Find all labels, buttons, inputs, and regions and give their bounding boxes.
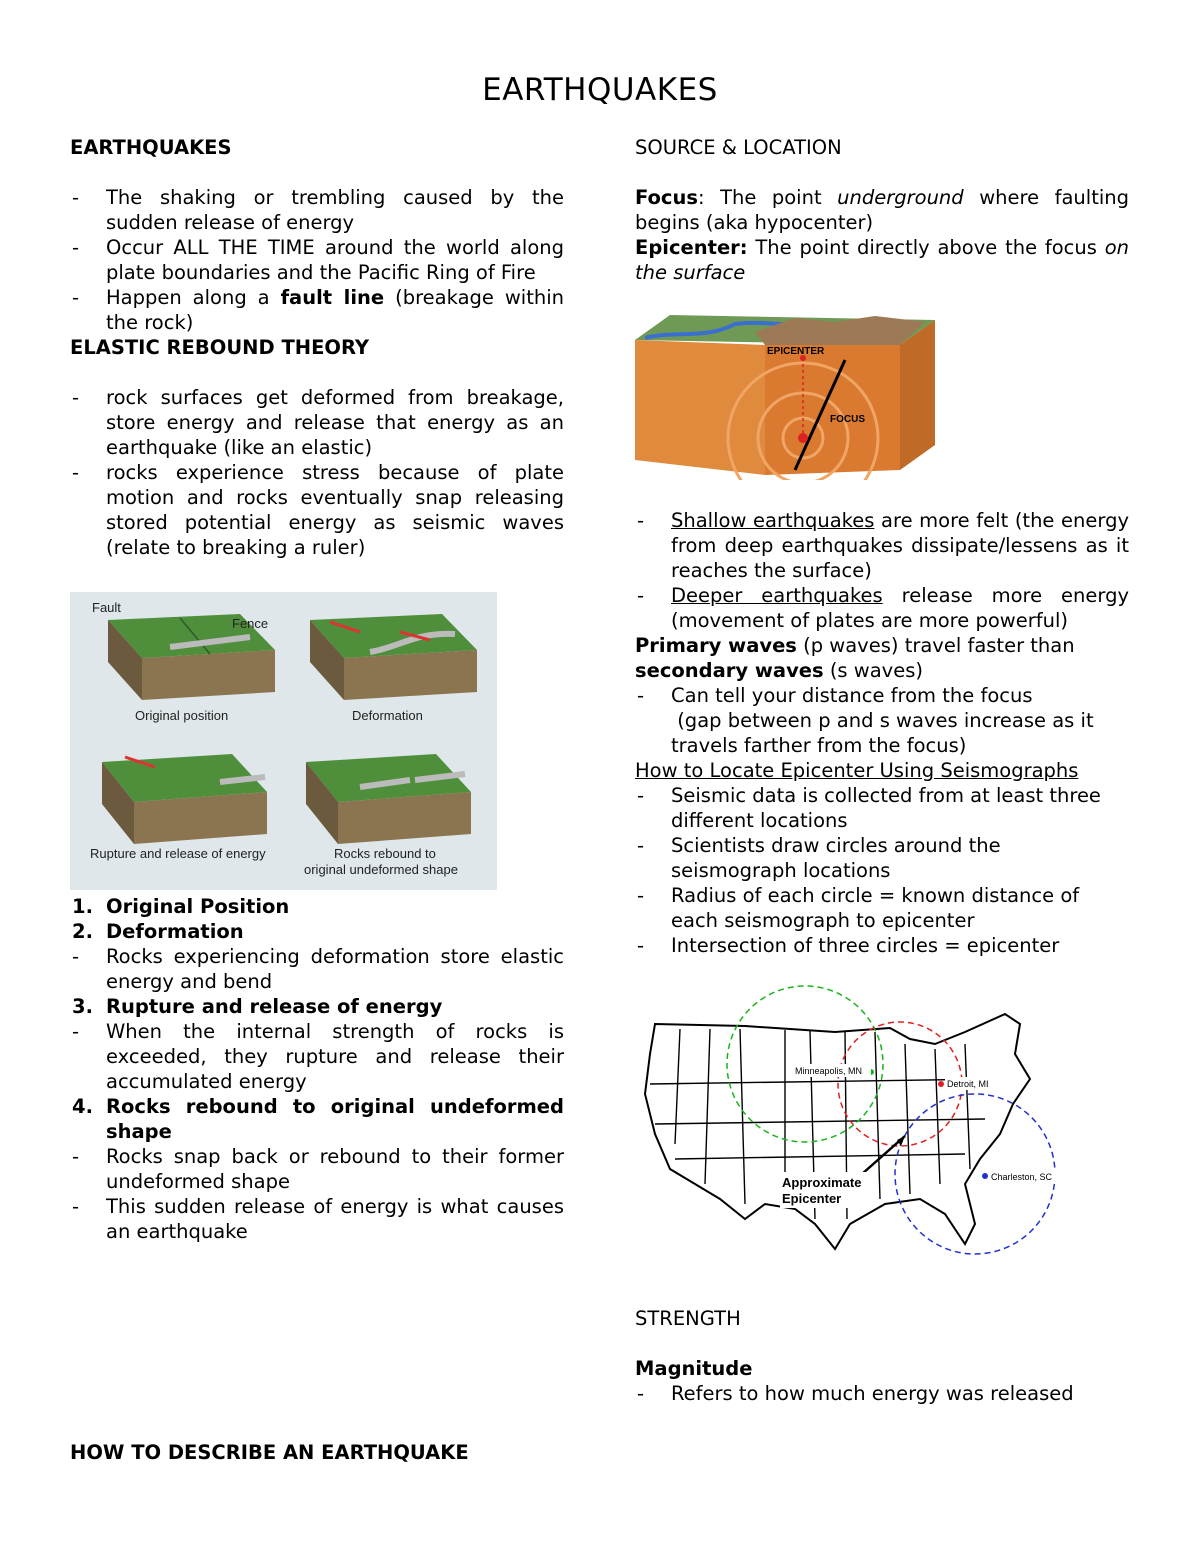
list-item: - The shaking or trembling caused by the sudden release of energy bbox=[70, 185, 564, 235]
deformation-caption: Deformation bbox=[352, 708, 423, 723]
elastic-heading: ELASTIC REBOUND THEORY bbox=[70, 336, 370, 359]
step-3-detail bbox=[70, 1019, 564, 1094]
waves-list bbox=[635, 683, 1129, 758]
detroit-label: Detroit, MI bbox=[947, 1079, 989, 1089]
step-4-detail bbox=[70, 1144, 564, 1244]
describe-heading: HOW TO DESCRIBE AN EARTHQUAKE bbox=[70, 1441, 469, 1464]
list-item: - Scientists draw circles around the seismograph locations bbox=[635, 833, 1129, 883]
list-item: - Happen along a fault line (breakage within the rock) bbox=[70, 285, 564, 335]
rebound-steps-3 bbox=[70, 994, 564, 1019]
page-title: EARTHQUAKES bbox=[482, 72, 718, 108]
list-item: - Occur ALL THE TIME around the world along plate boundaries and the Pacific Ring of Fire bbox=[70, 235, 564, 285]
list-item: - Refers to how much energy was released bbox=[635, 1381, 1129, 1406]
focus-definition: Focus: The point underground where faulting begins (aka hypocenter) bbox=[635, 186, 1130, 234]
charleston-label: Charleston, SC bbox=[991, 1172, 1053, 1182]
block-rebound bbox=[306, 754, 471, 844]
step-2-detail bbox=[70, 944, 564, 994]
list-item: - When the internal strength of rocks is exceeded, they rupture and release their accumulated energy bbox=[70, 1019, 564, 1094]
rupture-caption: Rupture and release of energy bbox=[90, 846, 266, 861]
elastic-rebound-figure bbox=[70, 592, 497, 890]
primary-waves-line: Primary waves (p waves) travel faster than bbox=[635, 634, 1075, 657]
list-item: - Deeper earthquakes release more energy (movement of plates are more powerful) bbox=[635, 583, 1129, 633]
list-item: - Intersection of three circles = epicenter bbox=[635, 933, 1129, 958]
list-item: - rocks experience stress because of plate motion and rocks eventually snap releasing stored potential energy as seismic waves (relate to breaking a ruler) bbox=[70, 460, 564, 560]
elastic-list bbox=[70, 385, 564, 560]
list-item: - Seismic data is collected from at least three different locations bbox=[635, 783, 1129, 833]
fault-label: Fault bbox=[92, 600, 121, 615]
magnitude-heading: Magnitude bbox=[635, 1357, 753, 1380]
locate-list bbox=[635, 783, 1129, 958]
epicenter-map bbox=[635, 984, 1075, 1274]
earthquakes-list bbox=[70, 185, 564, 335]
rebound-caption-line2: original undeformed shape bbox=[304, 862, 458, 877]
right-column bbox=[635, 135, 1129, 1406]
list-item: - Shallow earthquakes are more felt (the energy from deep earthquakes dissipate/lessens as it reaches the surface) bbox=[635, 508, 1129, 583]
rebound-caption-line1: Rocks rebound to bbox=[334, 846, 436, 861]
block-deformation bbox=[310, 614, 477, 700]
source-heading: SOURCE & LOCATION bbox=[635, 136, 842, 159]
list-item: 1. Original Position bbox=[72, 895, 290, 918]
block-rupture bbox=[102, 754, 267, 844]
secondary-waves-line: secondary waves (s waves) bbox=[635, 659, 923, 682]
list-item: - Can tell your distance from the focus (gap between p and s waves increase as it travels farther from the focus) bbox=[635, 683, 1129, 758]
list-item: 3. Rupture and release of energy bbox=[72, 995, 443, 1018]
locate-heading: How to Locate Epicenter Using Seismographs bbox=[635, 759, 1079, 782]
list-item: 2. Deformation bbox=[72, 920, 244, 943]
focus-epicenter-diagram bbox=[635, 310, 935, 480]
list-item: - Rocks snap back or rebound to their former undeformed shape bbox=[70, 1144, 564, 1194]
list-item: - This sudden release of energy is what causes an earthquake bbox=[70, 1194, 564, 1244]
left-column bbox=[70, 135, 564, 1244]
epicenter-label: EPICENTER bbox=[767, 346, 825, 357]
approx-epicenter-label-2: Epicenter bbox=[782, 1191, 842, 1206]
focus-label: FOCUS bbox=[830, 414, 865, 425]
list-item: - Radius of each circle = known distance of each seismograph to epicenter bbox=[635, 883, 1129, 933]
epicenter-definition: Epicenter: The point directly above the focus on the surface bbox=[635, 236, 1129, 284]
magnitude-list bbox=[635, 1381, 1129, 1406]
fault-line-term: fault line bbox=[280, 286, 385, 309]
fence-label: Fence bbox=[232, 616, 269, 631]
strength-heading: STRENGTH bbox=[635, 1307, 741, 1330]
list-item: - Rocks experiencing deformation store elastic energy and bend bbox=[70, 944, 564, 994]
depth-list bbox=[635, 508, 1129, 633]
approx-epicenter-label-1: Approximate bbox=[782, 1175, 862, 1190]
list-item: 4. Rocks rebound to original undeformed shape bbox=[72, 1095, 564, 1143]
rebound-steps bbox=[70, 894, 564, 944]
rebound-steps-4 bbox=[70, 1094, 564, 1144]
minneapolis-label: Minneapolis, MN bbox=[795, 1066, 863, 1076]
earthquakes-heading: EARTHQUAKES bbox=[70, 136, 232, 159]
original-position-caption: Original position bbox=[135, 708, 229, 723]
list-item: - rock surfaces get deformed from breakage, store energy and release that energy as an earthquake (like an elastic) bbox=[70, 385, 564, 460]
